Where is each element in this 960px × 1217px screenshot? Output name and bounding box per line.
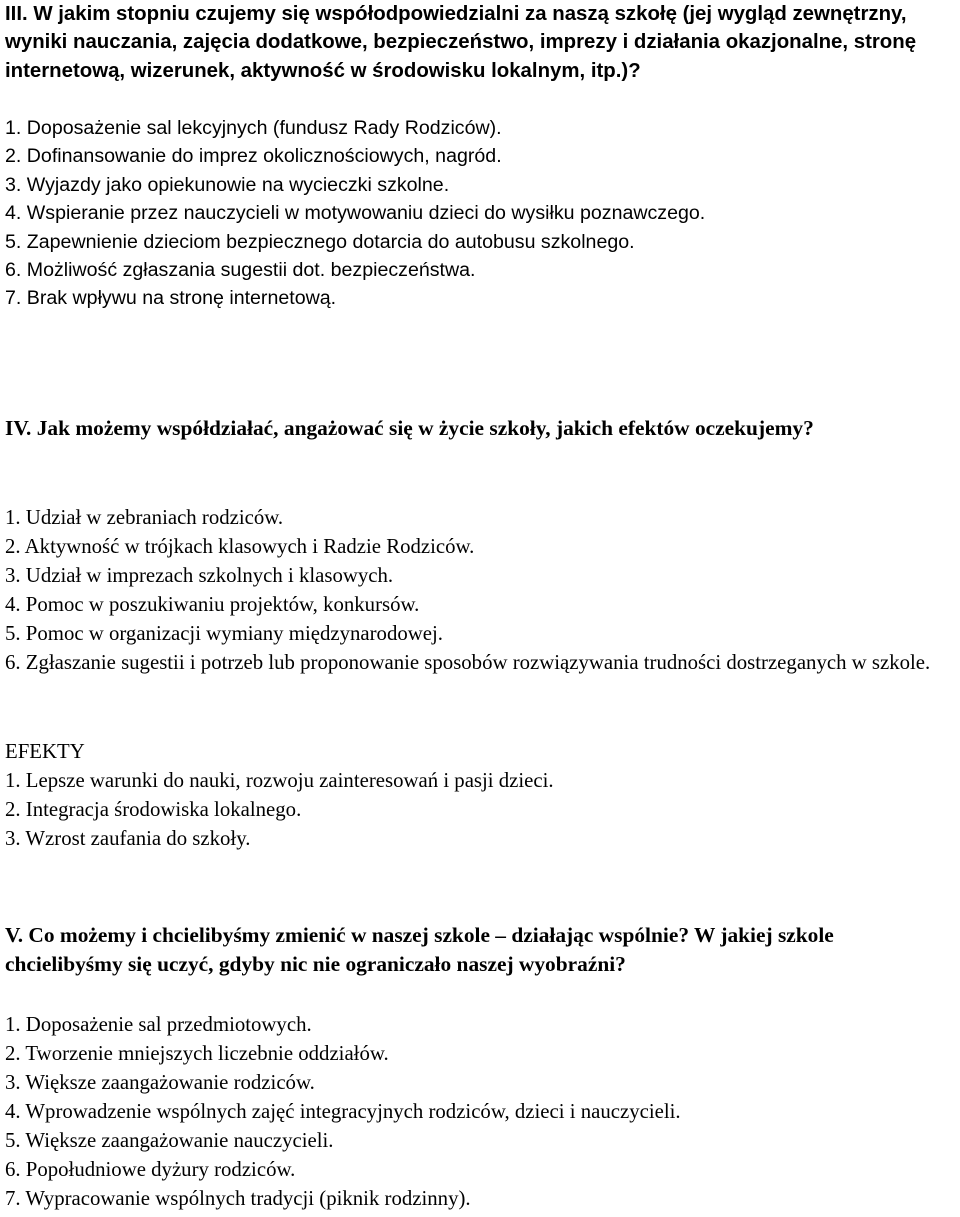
list-item: 2. Tworzenie mniejszych liczebnie oddziałów. xyxy=(5,1042,389,1065)
section-4-heading: IV. Jak możemy współdziałać, angażować się w życie szkoły, jakich efektów oczekujemy? xyxy=(5,416,814,440)
list-item: 6. Możliwość zgłaszania sugestii dot. bezpieczeństwa. xyxy=(5,259,476,282)
list-item: 2. Aktywność w trójkach klasowych i Radzie Rodziców. xyxy=(5,535,475,558)
list-item: 3. Większe zaangażowanie rodziców. xyxy=(5,1071,315,1094)
list-item: 4. Pomoc w poszukiwaniu projektów, konkursów. xyxy=(5,593,420,616)
list-item: 3. Wzrost zaufania do szkoły. xyxy=(5,827,251,850)
section-4 xyxy=(5,414,955,443)
list-item: 5. Pomoc w organizacji wymiany międzynarodowej. xyxy=(5,622,443,645)
list-item: 7. Wypracowanie wspólnych tradycji (piknik rodzinny). xyxy=(5,1187,471,1210)
list-item: 1. Doposażenie sal przedmiotowych. xyxy=(5,1013,312,1036)
list-item: 6. Popołudniowe dyżury rodziców. xyxy=(5,1158,296,1181)
efekty-label: EFEKTY xyxy=(5,740,85,763)
section-5-heading: V. Co możemy i chcielibyśmy zmienić w naszej szkole – działając wspólnie? W jakiej szkole chcielibyśmy się uczyć, gdyby nic nie ograniczało naszej wyobraźni? xyxy=(5,923,834,976)
section-3-list xyxy=(5,114,955,313)
list-item: 1. Lepsze warunki do nauki, rozwoju zainteresowań i pasji dzieci. xyxy=(5,769,554,792)
list-item: 2. Dofinansowanie do imprez okolicznościowych, nagród. xyxy=(5,145,502,168)
section-3-heading: III. W jakim stopniu czujemy się współodpowiedzialni za naszą szkołę (jej wygląd zewnętrzny, wyniki nauczania, zajęcia dodatkowe, bezpieczeństwo, imprezy i działania okazjonalne, stronę internetową, wizerunek, aktywność w środowisku lokalnym, itp.)? xyxy=(5,3,917,82)
list-item: 7. Brak wpływu na stronę internetową. xyxy=(5,287,337,310)
list-item: 2. Integracja środowiska lokalnego. xyxy=(5,798,302,821)
section-5-list xyxy=(5,1010,955,1213)
list-item: 5. Zapewnienie dzieciom bezpiecznego dotarcia do autobusu szkolnego. xyxy=(5,230,635,253)
list-item: 5. Większe zaangażowanie nauczycieli. xyxy=(5,1129,334,1152)
list-item: 4. Wspieranie przez nauczycieli w motywowaniu dzieci do wysiłku poznawczego. xyxy=(5,202,706,225)
section-4-list xyxy=(5,503,955,677)
list-item: 4. Wprowadzenie wspólnych zajęć integracyjnych rodziców, dzieci i nauczycieli. xyxy=(5,1100,681,1123)
section-5 xyxy=(5,921,955,978)
efekty-section xyxy=(5,737,955,853)
list-item: 6. Zgłaszanie sugestii i potrzeb lub proponowanie sposobów rozwiązywania trudności dostrzeganych w szkole. xyxy=(5,651,931,674)
list-item: 1. Doposażenie sal lekcyjnych (fundusz Rady Rodziców). xyxy=(5,117,502,139)
list-item: 3. Wyjazdy jako opiekunowie na wycieczki szkolne. xyxy=(5,173,450,196)
list-item: 3. Udział w imprezach szkolnych i klasowych. xyxy=(5,564,394,587)
section-3 xyxy=(5,0,955,85)
list-item: 1. Udział w zebraniach rodziców. xyxy=(5,506,284,529)
